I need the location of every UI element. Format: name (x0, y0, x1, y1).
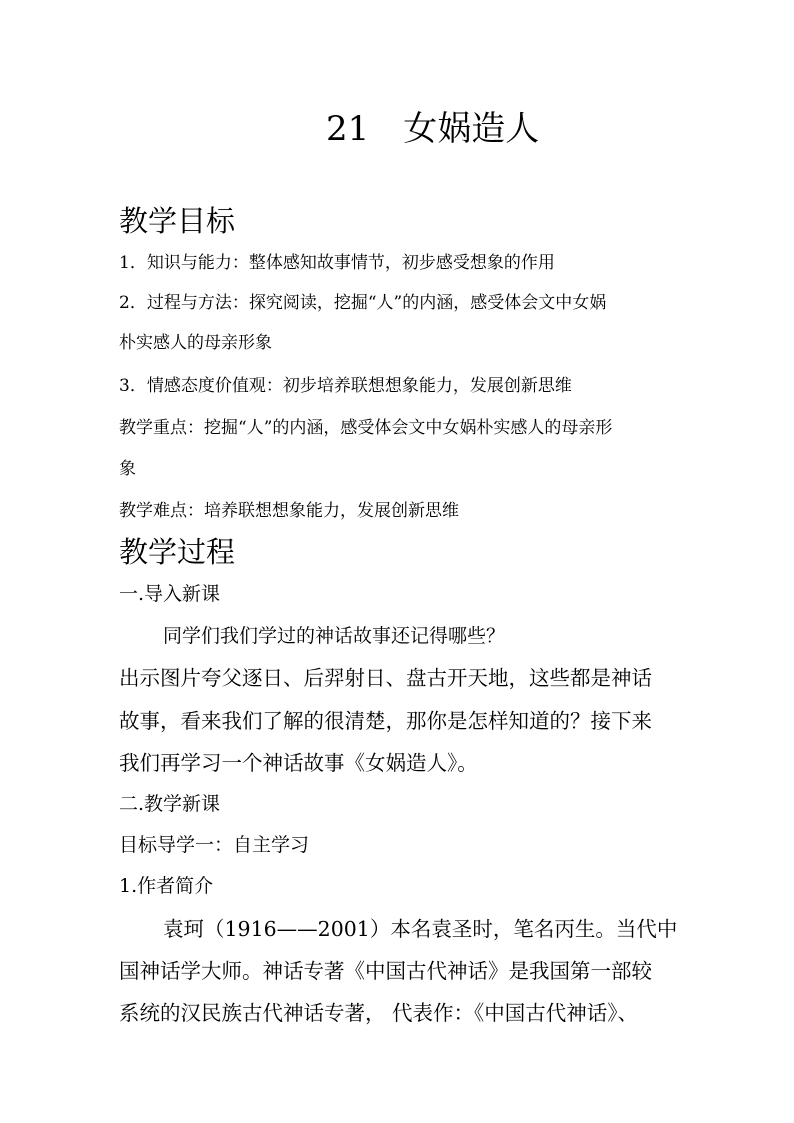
part-2-heading: 二.教学新课 (119, 793, 221, 815)
intro-question: 同学们我们学过的神话故事还记得哪些？ (163, 625, 506, 647)
section-heading-goals: 教学目标 (119, 204, 236, 238)
intro-paragraph-line-2: 故事，看来我们了解的很清楚，那你是怎样知道的？接下来 (119, 709, 652, 733)
section-heading-process: 教学过程 (119, 535, 236, 569)
intro-paragraph-line-3: 我们再学习一个神话故事《女娲造人》。 (119, 751, 478, 775)
author-paragraph-line-3: 系统的汉民族古代神话专著， 代表作：《中国古代神话》、 (119, 1001, 639, 1025)
author-paragraph-line-2: 国神话学大师。神话专著《中国古代神话》是我国第一部较 (119, 959, 652, 983)
difficulty-point: 教学难点：培养联想想象能力，发展创新思维 (119, 501, 459, 521)
part-1-heading: 一.导入新课 (119, 583, 221, 605)
intro-paragraph-line-1: 出示图片夸父逐日、后羿射日、盘古开天地，这些都是神话 (119, 666, 652, 690)
key-point-line-1: 教学重点：挖掘“人”的内涵，感受体会文中女娲朴实感人的母亲形 (119, 418, 613, 438)
key-point-line-2: 象 (119, 459, 136, 479)
lesson-title (326, 109, 540, 149)
goal-1: 1．知识与能力：整体感知故事情节，初步感受想象的作用 (119, 253, 555, 273)
author-intro-heading: 1.作者简介 (119, 875, 214, 897)
goal-guide-heading: 目标导学一：自主学习 (119, 834, 310, 856)
lesson-number: 21 (326, 109, 370, 149)
goal-3: 3．情感态度价值观：初步培养联想想象能力，发展创新思维 (119, 376, 572, 396)
goal-2-line-2: 朴实感人的母亲形象 (119, 333, 272, 353)
goal-2-line-1: 2．过程与方法：探究阅读，挖掘“人”的内涵，感受体会文中女娲 (119, 293, 607, 313)
lesson-title-text: 女娲造人 (403, 109, 540, 149)
author-paragraph-line-1: 袁珂（1916——2001）本名袁圣时，笔名丙生。当代中 (163, 917, 678, 941)
